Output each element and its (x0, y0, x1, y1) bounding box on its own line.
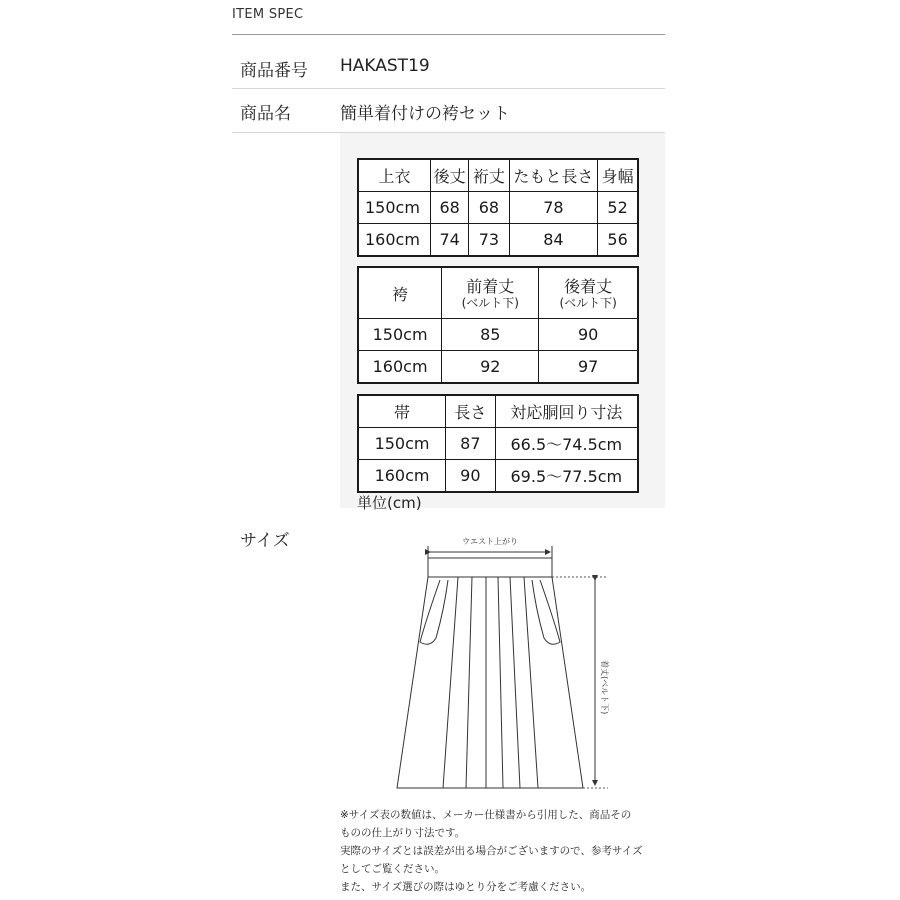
table-cell: 68 (431, 192, 469, 224)
waist-label: ウエスト上がり (462, 537, 518, 546)
table-header-row (358, 395, 638, 428)
product-name-value: 簡単着付けの袴セット (340, 104, 510, 124)
header-title: 後着丈 (564, 276, 613, 296)
table-cell: 84 (509, 224, 598, 257)
table-cell: 150cm (358, 428, 446, 460)
hakama-outline (397, 577, 583, 788)
table-cell: 150cm (358, 192, 431, 224)
note-line: また、サイズ選びの際はゆとり分をご考慮ください。 (340, 881, 592, 893)
obi-size-table (357, 394, 639, 493)
table-header-cell: 帯 (358, 395, 446, 428)
table-header-cell: 身幅 (598, 159, 638, 192)
table-row (358, 319, 638, 351)
table-cell: 97 (539, 351, 638, 384)
table-cell: 66.5〜74.5cm (495, 428, 638, 460)
note-line: ※サイズ表の数値は、メーカー仕様書から引用した、商品その (340, 809, 632, 821)
table-header-cell: 後丈 (431, 159, 469, 192)
table-row (358, 428, 638, 460)
header-title: 前着丈 (466, 276, 515, 296)
table-row (358, 224, 638, 257)
product-number-value: HAKAST19 (340, 56, 430, 76)
header-subtitle: (ベルト下) (559, 295, 617, 310)
divider (232, 34, 665, 35)
table-header-cell: 長さ (446, 395, 496, 428)
table-header-cell: たもと長さ (509, 159, 598, 192)
product-name-label: 商品名 (240, 104, 291, 124)
length-label: 着丈(ベルト下) (600, 660, 609, 715)
table-row (358, 460, 638, 493)
hakama-diagram (340, 520, 660, 800)
product-number-label: 商品番号 (240, 61, 308, 81)
table-cell: 69.5〜77.5cm (495, 460, 638, 493)
hakama-size-table (357, 266, 639, 384)
note-line: ものの仕上がり寸法です。 (340, 827, 466, 839)
table-cell: 92 (442, 351, 539, 384)
table-cell: 90 (446, 460, 496, 493)
table-header-row (358, 267, 638, 319)
table-row (358, 192, 638, 224)
table-cell: 73 (469, 224, 509, 257)
header-subtitle: (ベルト下) (461, 295, 519, 310)
divider (232, 88, 665, 89)
table-header-cell: 対応胴回り寸法 (495, 395, 638, 428)
table-header-cell (442, 267, 539, 319)
table-cell: 56 (598, 224, 638, 257)
size-notes (340, 806, 670, 896)
table-header-cell (539, 267, 638, 319)
section-title: ITEM SPEC (232, 7, 304, 22)
unit-note: 単位(cm) (357, 494, 422, 512)
waistband (428, 558, 552, 577)
jacket-size-table (357, 158, 639, 257)
table-cell: 160cm (358, 224, 431, 257)
table-cell: 78 (509, 192, 598, 224)
table-cell: 150cm (358, 319, 442, 351)
size-label: サイズ (240, 531, 290, 551)
note-line: 実際のサイズとは誤差が出る場合がございますので、参考サイズ (340, 845, 643, 857)
table-cell: 160cm (358, 460, 446, 493)
table-cell: 52 (598, 192, 638, 224)
table-cell: 90 (539, 319, 638, 351)
table-row (358, 351, 638, 384)
table-cell: 74 (431, 224, 469, 257)
table-header-cell: 袴 (358, 267, 442, 319)
table-cell: 85 (442, 319, 539, 351)
table-header-row (358, 159, 638, 192)
table-cell: 160cm (358, 351, 442, 384)
table-header-cell: 上衣 (358, 159, 431, 192)
table-cell: 68 (469, 192, 509, 224)
note-line: としてご覧ください。 (340, 863, 445, 875)
table-cell: 87 (446, 428, 496, 460)
table-header-cell: 裄丈 (469, 159, 509, 192)
